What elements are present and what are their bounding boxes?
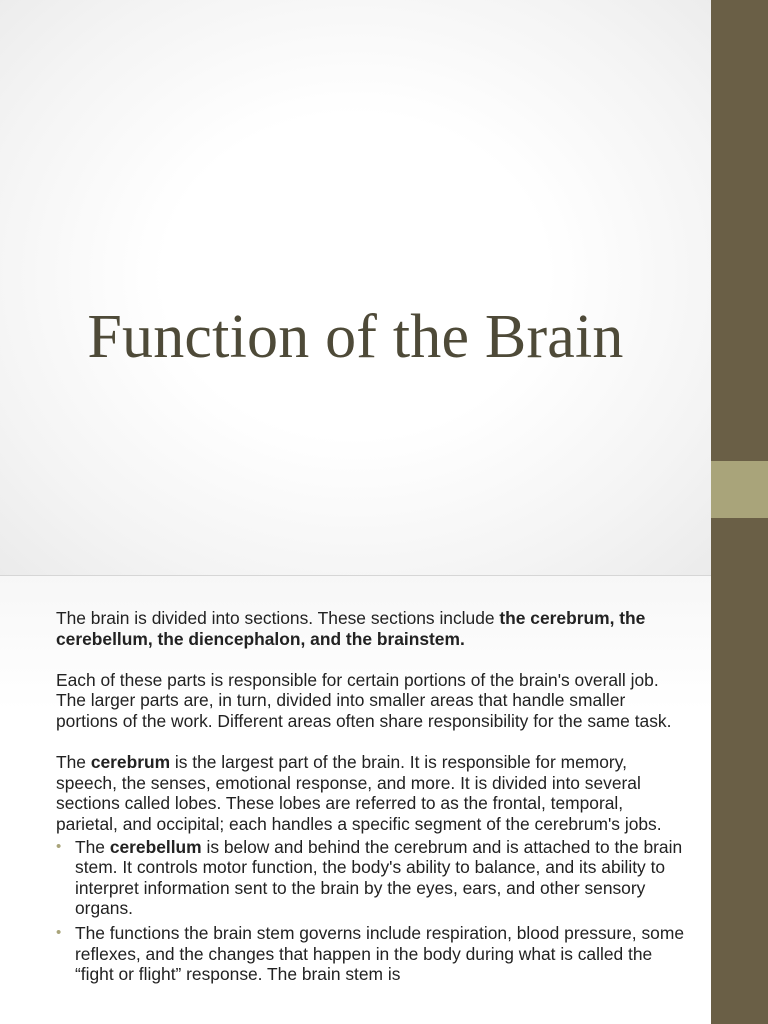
bullet-bold: cerebellum	[109, 836, 202, 857]
bullet-text: is below and behind the cerebrum and is attached to the brain stem. It controls motor function, the body's ability to balance, and its ability to interpret information sent to the brain by the eyes, ears, and other sensory organs.	[75, 836, 683, 919]
paragraph-sections	[56, 608, 686, 649]
bullet-item-brainstem	[56, 923, 686, 985]
paragraph-text: The	[56, 752, 91, 773]
bullet-list	[56, 837, 686, 985]
paragraph-text: is the largest part of the brain. It is responsible for memory, speech, the senses, emotional response, and more. It is divided into several sections called lobes. These lobes are referred to as the frontal, temporal, parietal, and occipital; each handles a specific segment of the cerebrum's jobs.	[56, 752, 662, 834]
paragraph-parts: Each of these parts is responsible for certain portions of the brain's overall job. The larger parts are, in turn, divided into smaller areas that handle smaller portions of the work. Different areas often share responsibility for the same task.	[56, 669, 672, 731]
paragraph-text: The brain is divided into sections. These sections include	[56, 608, 500, 628]
bullet-icon: •	[56, 923, 62, 941]
paragraph-bold: the cerebrum, the cerebellum, the diencephalon, and the brainstem.	[56, 608, 646, 649]
bullet-text: The	[75, 836, 110, 857]
paragraph-cerebrum	[56, 752, 686, 834]
paragraph-bold: cerebrum	[90, 752, 171, 773]
decorative-side-accent	[711, 461, 768, 518]
bullet-item-cerebellum	[56, 837, 686, 919]
slide-title: Function of the Brain	[87, 303, 624, 371]
bullet-icon: •	[56, 837, 62, 855]
content-text	[56, 608, 686, 989]
bullet-text: The functions the brain stem governs include respiration, blood pressure, some reflexes, and the changes that happen in the body during what is called the “fight or flight” response. The brain stem is	[75, 922, 684, 985]
